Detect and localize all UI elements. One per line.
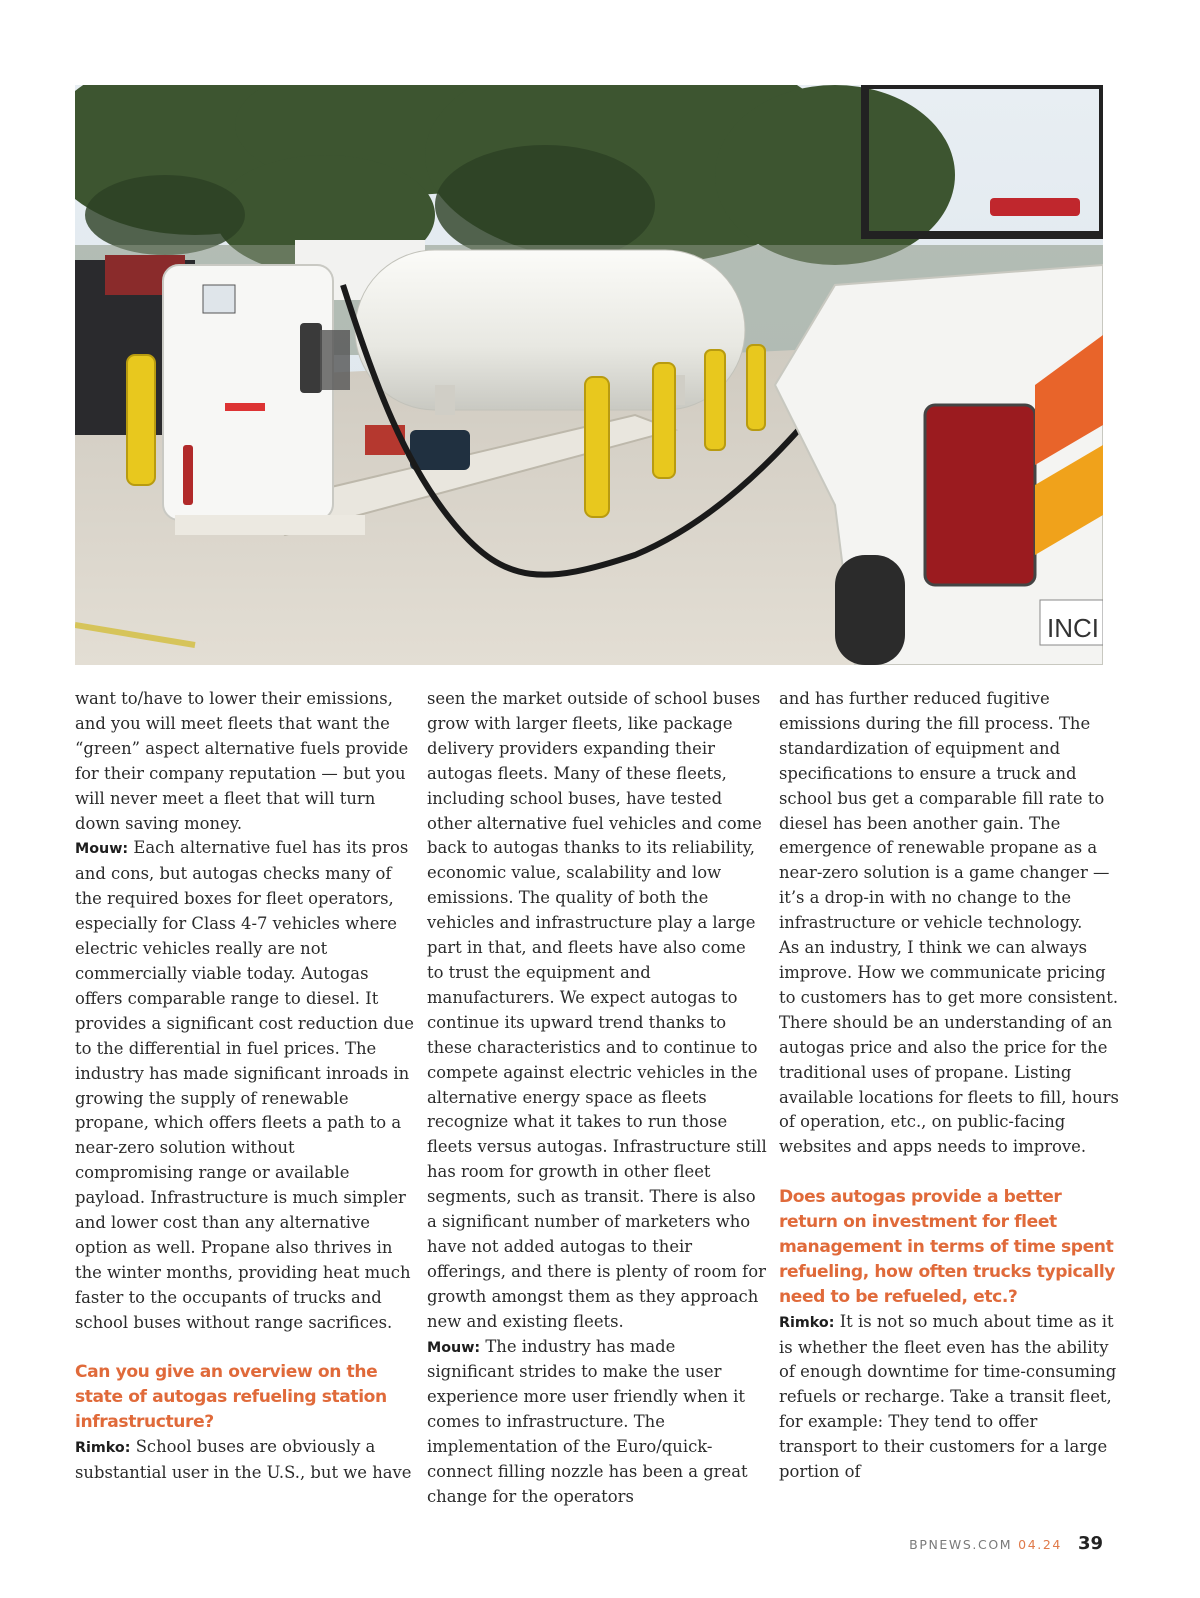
- page-number: 39: [1077, 1533, 1103, 1554]
- speaker-name: Mouw:: [427, 1339, 481, 1356]
- interview-answer: [75, 1435, 415, 1486]
- section-spacer: [75, 1336, 415, 1361]
- body-paragraph: want to/have to lower their emissions, and you will meet fleets that want the “green” aspect alternative fuels provide for their company reputation — but you will never meet a fleet that will turn down saving money.: [75, 689, 409, 833]
- section-spacer: [779, 1160, 1119, 1185]
- article-column-1: [75, 687, 415, 1486]
- speaker-name: Rimko:: [779, 1314, 835, 1331]
- interview-question: Can you give an overview on the state of autogas refueling station infrastructure?: [75, 1362, 387, 1433]
- interview-answer: [779, 1310, 1119, 1485]
- interview-question: Does autogas provide a better return on investment for fleet management in terms of time spent refueling, how often trucks typically need to be refueled, etc.?: [779, 1187, 1116, 1307]
- truck-lettering: INCI: [1047, 613, 1099, 643]
- footer-issue-date: 04.24: [1018, 1537, 1062, 1552]
- interview-answer: [427, 1335, 767, 1510]
- interview-answer: [75, 836, 415, 1335]
- body-paragraph: and has further reduced fugitive emissions during the fill process. The standardization of equipment and specifications to ensure a truck and school bus get a comparable fill rate to diesel has been another gain. The emergence of renewable propane as a near-zero solution is a game changer — it’s a drop-in with no change to the infrastructure or vehicle technology.: [779, 689, 1110, 933]
- speaker-name: Mouw:: [75, 841, 129, 858]
- speaker-name: Rimko:: [75, 1440, 131, 1457]
- photo-illustration: [75, 85, 1103, 665]
- answer-text: The industry has made significant strides to make the user experience more user friendly when it comes to infrastructure. The implementation of the Euro/quick-connect filling nozzle has been a great change for the operators: [427, 1336, 748, 1506]
- answer-text: Each alternative fuel has its pros and cons, but autogas checks many of the required boxes for fleet operators, especially for Class 4-7 vehicles where electric vehicles really are not commercially viable today. Autogas offers comparable range to diesel. It provides a significant cost reduction due to the differential in fuel prices. The industry has made significant inroads in growing the supply of renewable propane, which offers fleets a path to a near-zero solution without compromising range or available payload. Infrastructure is much simpler and lower cost than any alternative option as well. Propane also thrives in the winter months, providing heat much faster to the occupants of trucks and school buses without range sacrifices.: [75, 838, 414, 1332]
- body-paragraph: seen the market outside of school buses grow with larger fleets, like package delivery providers expanding their autogas fleets. Many of these fleets, including school buses, have tested other alternative fuel vehicles and come back to autogas thanks to its reliability, economic value, scalability and low emissions. The quality of both the vehicles and infrastructure play a large part in that, and fleets have also come to trust the equipment and manufacturers. We expect autogas to continue its upward trend thanks to these characteristics and to continue to compete against electric vehicles in the alternative energy space as fleets recognize what it takes to run those fleets versus autogas. Infrastructure still has room for growth in other fleet segments, such as transit. There is also a significant number of marketers who have not added autogas to their offerings, and there is plenty of room for growth amongst them as they approach new and existing fleets.: [427, 689, 767, 1331]
- article-column-3: [779, 687, 1119, 1485]
- answer-text: It is not so much about time as it is whether the fleet even has the ability of enough downtime for time-consuming refuels or recharge. Take a transit fleet, for example: They tend to offer transport to their customers for a large portion of: [779, 1311, 1117, 1482]
- page-footer: [909, 1533, 1103, 1554]
- footer-site: BPNEWS.COM: [909, 1537, 1013, 1552]
- article-column-2: [427, 687, 767, 1510]
- body-paragraph: As an industry, I think we can always improve. How we communicate pricing to customers has to get more consistent. There should be an understanding of an autogas price and also the price for the traditional uses of propane. Listing available locations for fleets to fill, hours of operation, etc., on public-facing websites and apps needs to improve.: [779, 938, 1119, 1157]
- answer-text: School buses are obviously a substantial user in the U.S., but we have: [75, 1437, 412, 1483]
- propane-refueling-station-photo: [75, 85, 1103, 665]
